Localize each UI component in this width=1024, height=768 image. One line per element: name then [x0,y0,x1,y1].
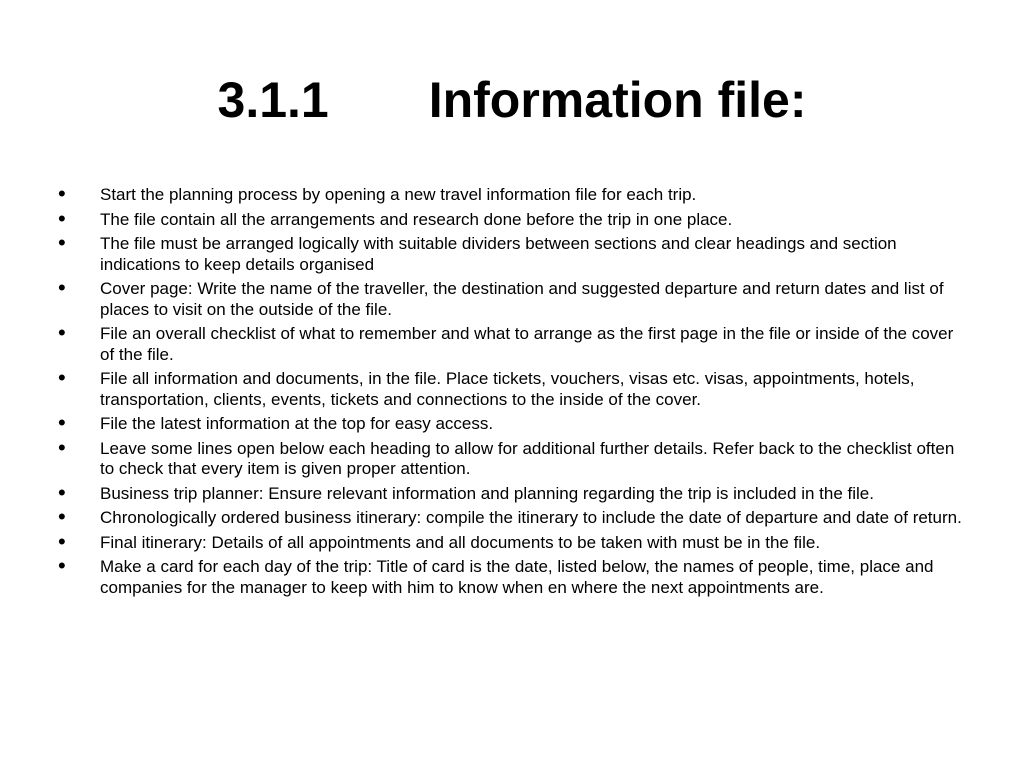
bullet-icon: • [58,410,66,435]
bullet-icon: • [58,365,66,390]
bullet-icon: • [58,230,66,255]
list-item [58,181,963,206]
bullet-list [58,181,963,602]
bullet-text: File an overall checklist of what to remember and what to arrange as the first page in the file or inside of the cover of the file. [100,324,954,364]
list-item [58,205,963,231]
bullet-icon: • [58,504,66,529]
bullet-text: Cover page: Write the name of the traveller, the destination and suggested departure and return dates and list of places to visit on the outside of the file. [100,279,944,319]
bullet-text: Make a card for each day of the trip: Title of card is the date, listed below, the names of people, time, place and companies for the manager to keep with him to know when en where the next appointments are. [100,557,934,597]
list-item [58,528,963,554]
bullet-icon: • [58,181,66,206]
bullet-text: Leave some lines open below each heading to allow for additional further details. Refer back to the checklist often to check that every item is given proper attention. [100,438,955,478]
bullet-text: File the latest information at the top for easy access. [100,414,494,433]
bullet-text: Chronologically ordered business itinerary: compile the itinerary to include the date of departure and date of return. [100,508,962,527]
bullet-text: File all information and documents, in the file. Place tickets, vouchers, visas etc. visas, appointments, hotels, transportation, clients, events, tickets and connections to the inside of the cover. [100,369,915,409]
bullet-text: Business trip planner: Ensure relevant information and planning regarding the trip is included in the file. [100,483,874,503]
bullet-icon: • [58,528,66,554]
bullet-text: Start the planning process by opening a new travel information file for each trip. [100,185,697,204]
list-item [58,479,963,505]
list-item [58,275,963,320]
bullet-icon: • [58,553,66,578]
bullet-icon: • [58,205,66,231]
list-item [58,365,963,410]
bullet-icon: • [58,434,66,460]
bullet-text: The file contain all the arrangements and research done before the trip in one place. [100,209,733,229]
bullet-text: Final itinerary: Details of all appointments and all documents to be taken with must be in the file. [100,532,821,552]
list-item [58,320,963,365]
list-item [58,504,963,529]
bullet-icon: • [58,275,66,300]
slide-title: 3.1.1 Information file: [217,72,807,128]
list-item [58,410,963,435]
list-item [58,230,963,275]
bullet-text: The file must be arranged logically with suitable dividers between sections and clear headings and section indications to keep details organised [100,234,897,274]
list-item [58,553,963,598]
bullet-icon: • [58,320,66,345]
list-item [58,434,963,480]
bullet-icon: • [58,479,66,505]
